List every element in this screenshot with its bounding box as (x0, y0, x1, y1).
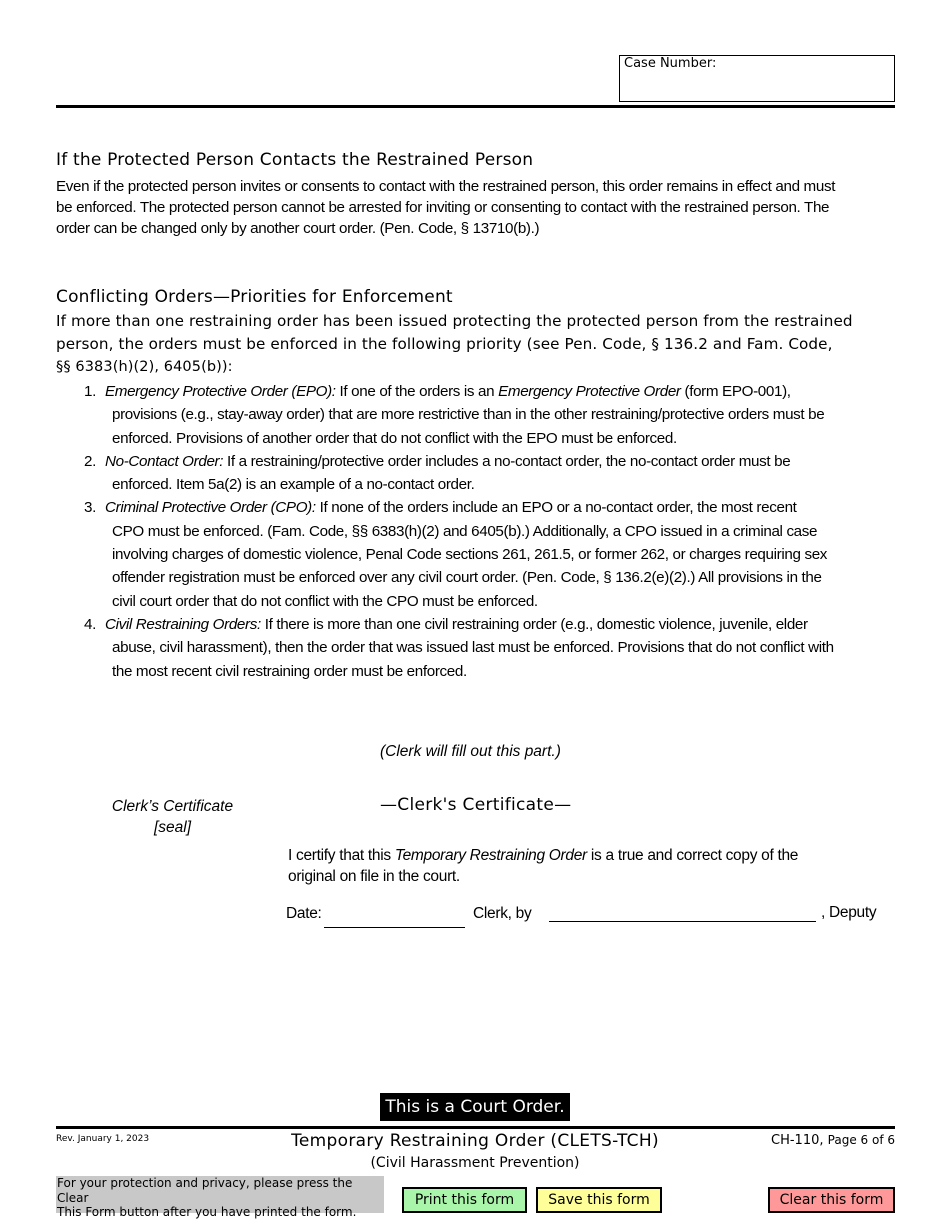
item-number: 2. (84, 452, 96, 470)
contact-text-line: be enforced. The protected person cannot be arrested for inviting or consenting to contact with the restrained person. The (56, 199, 830, 216)
clerk-certificate-title: —Clerk's Certificate— (380, 795, 572, 815)
date-input-line[interactable] (324, 927, 465, 928)
intro-line: If more than one restraining order has been issued protecting the protected person from the restrained (56, 312, 853, 330)
deputy-label: , Deputy (821, 904, 877, 921)
priority-item-cpo (56, 496, 906, 612)
cert-form-name: Temporary Restraining Order (394, 847, 587, 864)
item-line: abuse, civil harassment), then the order that was issued last must be enforced. Provisions that do not conflict with (112, 639, 834, 657)
item-term: No-Contact Order: (105, 452, 224, 470)
form-subtitle: (Civil Harassment Prevention) (370, 1155, 580, 1171)
print-button[interactable]: Print this form (402, 1187, 527, 1213)
form-title: Temporary Restraining Order (CLETS-TCH) (291, 1131, 659, 1151)
form-number (700, 1133, 895, 1148)
item-line: enforced. Provisions of another order that do not conflict with the EPO must be enforced. (112, 429, 677, 447)
item-line: CPO must be enforced. (Fam. Code, §§ 6383(h)(2) and 6405(b).) Additionally, a CPO issued in a criminal case (112, 522, 818, 540)
conflicting-orders-intro (56, 310, 901, 379)
item-line: enforced. Item 5a(2) is an example of a no-contact order. (112, 476, 475, 494)
item-text: If a restraining/protective order includes a no-contact order, the no-contact order must be (223, 452, 791, 470)
court-order-banner: This is a Court Order. (380, 1093, 570, 1121)
form-id: CH-110, (771, 1133, 824, 1148)
item-line: offender registration must be enforced over any civil court order. (Pen. Code, § 136.2(e)(2).) All provisions in the (112, 569, 822, 587)
contact-text-line: order can be changed only by another court order. (Pen. Code, § 13710(b).) (56, 220, 540, 237)
item-italic-text: Emergency Protective Order (498, 383, 681, 400)
item-text: If there is more than one civil restraining order (e.g., domestic violence, juvenile, elder (260, 615, 808, 633)
item-text: If one of the orders is an (335, 383, 499, 400)
item-text: (form EPO-001), (680, 383, 791, 400)
item-number: 3. (84, 499, 96, 517)
seal-label: Clerk’s Certificate (111, 798, 234, 815)
intro-line: §§ 6383(h)(2), 6405(b)): (56, 359, 233, 375)
revision-date: Rev. January 1, 2023 (56, 1134, 150, 1144)
clerk-signature-line[interactable] (549, 921, 816, 922)
cert-text-line: original on file in the court. (288, 868, 460, 885)
priority-item-no-contact (56, 450, 906, 497)
save-button[interactable]: Save this form (536, 1187, 662, 1213)
item-term: Criminal Protective Order (CPO): (105, 499, 316, 517)
date-label: Date: (286, 905, 322, 922)
item-line: the most recent civil restraining order must be enforced. (112, 662, 467, 680)
header-divider (56, 105, 895, 108)
priority-item-civil (56, 613, 906, 683)
priority-item-epo (56, 380, 906, 450)
item-number: 4. (84, 615, 96, 633)
certification-statement (288, 845, 888, 887)
clerk-fill-note: (Clerk will fill out this part.) (380, 743, 561, 760)
clear-button[interactable]: Clear this form (768, 1187, 895, 1213)
privacy-line: This Form button after you have printed the form. (57, 1205, 357, 1219)
intro-line: person, the orders must be enforced in the following priority (see Pen. Code, § 136.2 and Fam. Code, (56, 335, 833, 353)
cert-text: I certify that this (288, 847, 395, 864)
clerk-by-label: Clerk, by (473, 905, 532, 922)
item-line: provisions (e.g., stay-away order) that are more restrictive than in the other restraining/protective orders must be (112, 406, 825, 424)
seal-placeholder: [seal] (153, 819, 192, 836)
page-number: Page 6 of 6 (827, 1133, 895, 1147)
item-line: involving charges of domestic violence, Penal Code sections 261, 261.5, or former 262, or charges requiring sex (112, 546, 828, 564)
conflicting-orders-heading: Conflicting Orders—Priorities for Enforcement (56, 287, 453, 307)
cert-text: is a true and correct copy of the (586, 847, 799, 864)
item-number: 1. (84, 383, 96, 400)
case-number-label: Case Number: (624, 56, 717, 71)
contact-text-line: Even if the protected person invites or consents to contact with the restrained person, this order remains in effect and must (56, 178, 836, 195)
footer-divider (56, 1126, 895, 1129)
item-term: Civil Restraining Orders: (105, 615, 261, 633)
privacy-notice (56, 1176, 384, 1219)
item-line: civil court order that do not conflict with the CPO must be enforced. (112, 592, 538, 610)
privacy-line: For your protection and privacy, please press the Clear (57, 1176, 353, 1205)
item-term: Emergency Protective Order (EPO): (105, 383, 336, 400)
priority-list (56, 380, 906, 683)
clerk-seal-area (90, 796, 255, 838)
contact-section-heading: If the Protected Person Contacts the Restrained Person (56, 150, 534, 170)
case-number-field[interactable] (619, 55, 895, 102)
item-text: If none of the orders include an EPO or a no-contact order, the most recent (315, 499, 797, 517)
contact-section-text (56, 176, 901, 239)
